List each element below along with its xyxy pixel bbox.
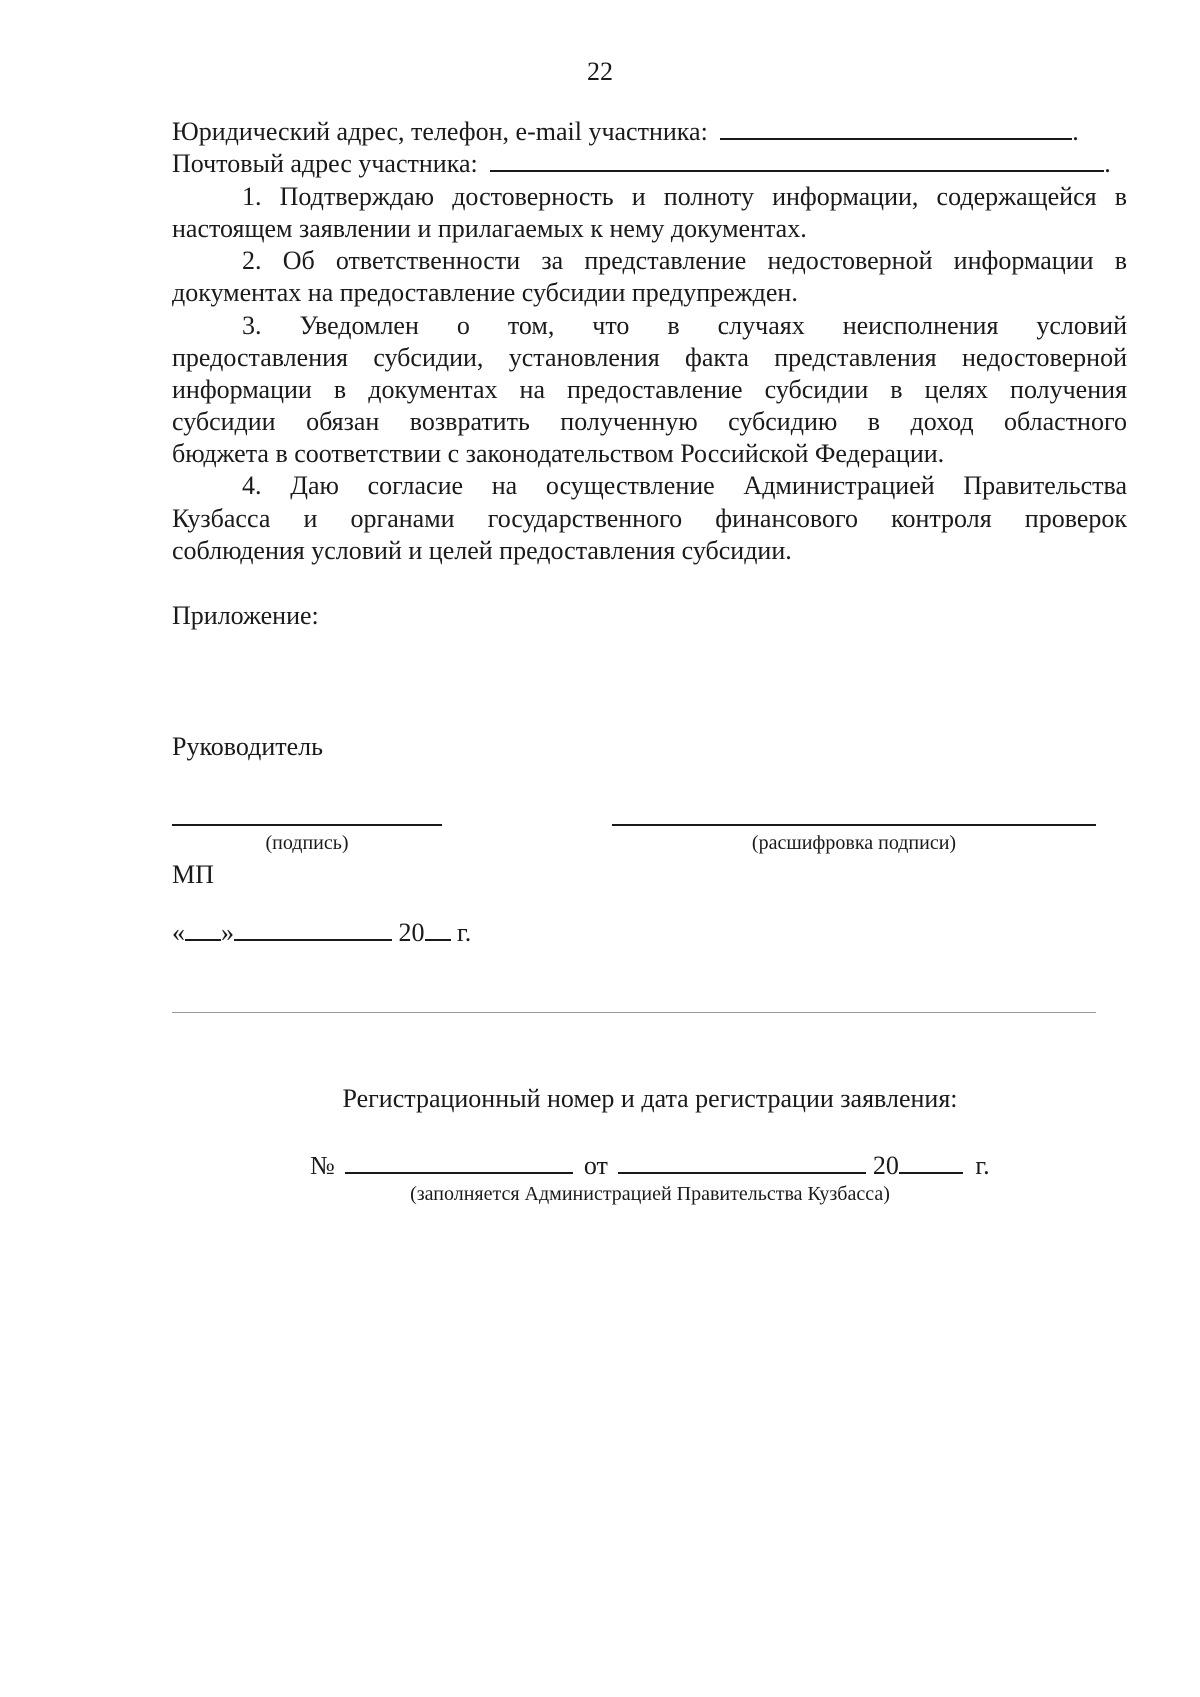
date-day-blank[interactable] [185, 917, 221, 941]
legal-address-end: . [1072, 117, 1079, 146]
registration-year-prefix: 20 [872, 1151, 899, 1180]
postal-address-blank[interactable] [490, 148, 1104, 172]
registration-title: Регистрационный номер и дата регистрации заявления: [342, 1084, 958, 1113]
postal-address-end: . [1104, 149, 1111, 178]
item-1-line-1: 1. Подтверждаю достоверность и полноту информации, содержащейся в [242, 182, 1127, 211]
number-sign: № [310, 1151, 335, 1180]
item-2-line-2: документах на предоставление субсидии предупрежден. [172, 278, 798, 307]
registration-year-blank[interactable] [899, 1150, 963, 1174]
registration-line [310, 1150, 990, 1182]
item-2-line-1: 2. Об ответственности за представление недостоверной информации в [242, 246, 1127, 275]
registration-note: (заполняется Администрацией Правительства Кузбасса) [410, 1183, 890, 1205]
item-4-line-3: соблюдения условий и целей предоставления субсидии. [172, 536, 792, 565]
item-3-line-4: субсидии обязан возвратить полученную субсидию в доход областного [172, 407, 1127, 436]
signature-caption: (подпись) [265, 832, 349, 854]
attachment-label: Приложение: [172, 601, 319, 630]
date-month-blank[interactable] [234, 917, 392, 941]
item-3-line-3: информации в документах на предоставление субсидии в целях получения [172, 375, 1127, 404]
item-4-line-2: Кузбасса и органами государственного финансового контроля проверок [172, 504, 1127, 533]
legal-address-label: Юридический адрес, телефон, e-mail участника: [172, 117, 708, 146]
page-number: 22 [587, 57, 613, 86]
legal-address-blank[interactable] [720, 116, 1072, 140]
date-line [172, 917, 471, 949]
date-year-suffix: г. [457, 918, 472, 947]
section-divider [172, 1012, 1096, 1013]
signature-line[interactable] [172, 824, 442, 826]
stamp-label: МП [172, 860, 214, 889]
close-quote: » [221, 918, 234, 947]
registration-number-blank[interactable] [345, 1150, 573, 1174]
head-label: Руководитель [172, 732, 323, 761]
registration-year-suffix: г. [975, 1151, 990, 1180]
item-4-line-1: 4. Даю согласие на осуществление Администрацией Правительства [242, 471, 1127, 500]
item-3-line-2: предоставления субсидии, установления факта представления недостоверной [172, 343, 1127, 372]
legal-address-line [172, 116, 1079, 148]
item-1-line-2: настоящем заявлении и прилагаемых к нему документах. [172, 214, 807, 243]
registration-date-blank[interactable] [618, 1150, 866, 1174]
signature-decode-line[interactable] [612, 824, 1096, 826]
postal-address-label: Почтовый адрес участника: [172, 149, 478, 178]
date-year-blank[interactable] [425, 917, 451, 941]
item-3-line-1: 3. Уведомлен о том, что в случаях неисполнения условий [242, 311, 1127, 340]
postal-address-line [172, 148, 1111, 180]
date-year-prefix: 20 [398, 918, 425, 947]
from-word: от [583, 1151, 608, 1180]
signature-decode-caption: (расшифровка подписи) [751, 832, 957, 854]
item-3-line-5: бюджета в соответствии с законодательством Российской Федерации. [172, 439, 945, 468]
open-quote: « [172, 918, 185, 947]
